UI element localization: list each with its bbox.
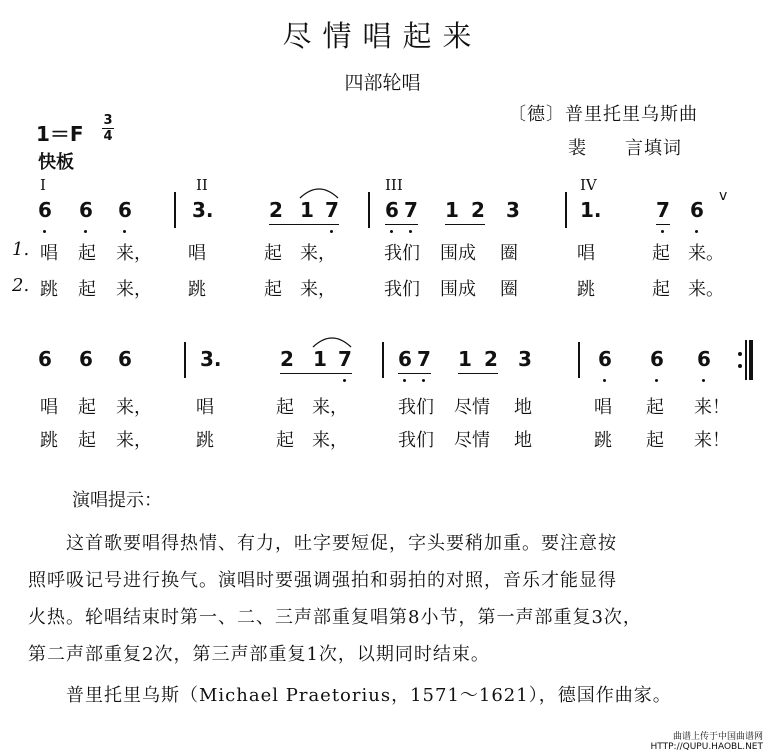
time-signature-top: 3	[103, 113, 113, 128]
low-octave-dot	[343, 379, 346, 382]
lyric: 起	[276, 397, 294, 418]
note: 6	[398, 347, 412, 371]
composer-note: 普里托里乌斯（Michael Praetorius，1571～1621），德国作曲家。	[28, 685, 672, 706]
note: 1.	[580, 198, 602, 222]
eighth-beam	[656, 224, 670, 225]
note: 3.	[192, 198, 214, 222]
lyric: 起	[264, 279, 282, 300]
note: 7	[338, 347, 352, 371]
lyric: 来，	[116, 279, 152, 300]
watermark-url: HTTP://QUPU.HAOBL.NET	[650, 742, 763, 752]
note: 3	[506, 198, 520, 222]
barline	[565, 192, 567, 228]
lyric: 唱	[594, 397, 612, 418]
lyric: 来，	[116, 243, 152, 264]
lyric: 跳	[188, 279, 206, 300]
eighth-beam	[445, 224, 485, 225]
note: 6	[79, 347, 93, 371]
barline	[184, 342, 186, 378]
eighth-beam	[385, 224, 418, 225]
note: 2	[269, 198, 283, 222]
verse-number: 2.	[12, 275, 30, 296]
lyric: 唱	[188, 243, 206, 264]
song-subtitle: 四部轮唱	[344, 72, 421, 94]
time-signature	[102, 114, 114, 143]
note: 7	[404, 198, 418, 222]
lyric: 起	[78, 430, 96, 451]
lyric: 来，	[312, 430, 348, 451]
note: 6	[690, 198, 704, 222]
repeat-dot	[738, 352, 742, 356]
lyric: 来！	[694, 397, 730, 418]
lyric: 跳	[40, 279, 58, 300]
lyric: 来。	[688, 279, 724, 300]
lyric: 尽情	[454, 397, 490, 418]
note: 6	[38, 347, 52, 371]
note: 1	[313, 347, 327, 371]
slur	[298, 184, 340, 200]
note: 6	[38, 198, 52, 222]
note: 6	[650, 347, 664, 371]
barline	[174, 192, 176, 228]
lyric: 来，	[312, 397, 348, 418]
lyric: 跳	[196, 430, 214, 451]
lyric: 起	[652, 243, 670, 264]
note: 3.	[200, 347, 222, 371]
lyric: 我们	[398, 430, 434, 451]
part-marker-2: II	[196, 176, 208, 194]
note: 1	[458, 347, 472, 371]
lyric: 跳	[577, 279, 595, 300]
note: 2	[280, 347, 294, 371]
repeat-barline-thin	[745, 340, 747, 380]
tips-paragraph-line: 照呼吸记号进行换气。演唱时要强调强拍和弱拍的对照，音乐才能显得	[28, 570, 617, 591]
lyric: 围成	[440, 279, 476, 300]
lyric: 起	[276, 430, 294, 451]
part-marker-4: IV	[580, 176, 597, 194]
lyric: 唱	[40, 243, 58, 264]
tempo-marking: 快板	[38, 152, 74, 173]
part-marker-3: III	[385, 176, 403, 194]
lyric: 唱	[40, 397, 58, 418]
lyric: 我们	[398, 397, 434, 418]
low-octave-dot	[390, 230, 393, 233]
lyric: 来。	[688, 243, 724, 264]
lyricist-credit: 裴 言填词	[568, 138, 682, 159]
eighth-beam	[398, 373, 431, 374]
lyric: 跳	[594, 430, 612, 451]
lyric: 我们	[384, 279, 420, 300]
lyric: 起	[264, 243, 282, 264]
note: 6	[697, 347, 711, 371]
lyric: 来，	[116, 430, 152, 451]
note: 6	[598, 347, 612, 371]
lyric: 圈	[500, 243, 518, 264]
key-signature: 1＝F	[36, 122, 84, 146]
note: 3	[518, 347, 532, 371]
low-octave-dot	[603, 379, 606, 382]
lyric: 起	[78, 243, 96, 264]
note: 2	[471, 198, 485, 222]
note: 7	[325, 198, 339, 222]
lyric: 来，	[300, 243, 336, 264]
low-octave-dot	[43, 230, 46, 233]
eighth-beam	[458, 373, 498, 374]
note: 6	[385, 198, 399, 222]
lyric: 地	[514, 430, 532, 451]
lyric: 起	[646, 397, 664, 418]
low-octave-dot	[123, 230, 126, 233]
barline	[368, 192, 370, 228]
lyric: 我们	[384, 243, 420, 264]
lyric: 尽情	[454, 430, 490, 451]
barline	[578, 342, 580, 378]
breath-mark: v	[719, 188, 728, 204]
slur	[311, 333, 353, 349]
eighth-beam	[269, 224, 339, 225]
lyric: 来，	[116, 397, 152, 418]
watermark-line: 曲谱上传于中国曲谱网	[672, 732, 763, 742]
low-octave-dot	[409, 230, 412, 233]
note: 1	[445, 198, 459, 222]
tips-paragraph-line: 火热。轮唱结束时第一、二、三声部重复唱第8小节，第一声部重复3次，	[28, 607, 642, 628]
tips-paragraph-line: 这首歌要唱得热情、有力，吐字要短促，字头要稍加重。要注意按	[28, 533, 617, 554]
song-title: 尽情唱起来	[282, 19, 483, 53]
tips-paragraph-line: 第二声部重复2次，第三声部重复1次，以期同时结束。	[28, 644, 490, 665]
tips-heading: 演唱提示：	[72, 490, 162, 511]
verse-number: 1.	[12, 239, 30, 260]
low-octave-dot	[695, 230, 698, 233]
lyric: 唱	[577, 243, 595, 264]
note: 7	[656, 198, 670, 222]
note: 2	[484, 347, 498, 371]
low-octave-dot	[422, 379, 425, 382]
eighth-beam	[280, 373, 352, 374]
low-octave-dot	[702, 379, 705, 382]
low-octave-dot	[655, 379, 658, 382]
barline	[382, 342, 384, 378]
lyric: 起	[652, 279, 670, 300]
time-signature-bottom: 4	[103, 129, 113, 144]
watermark	[651, 732, 764, 752]
lyric: 起	[78, 397, 96, 418]
composer-credit: 〔德〕普里托里乌斯曲	[508, 104, 698, 125]
lyric: 来！	[694, 430, 730, 451]
lyric: 来，	[300, 279, 336, 300]
lyric: 围成	[440, 243, 476, 264]
repeat-dot	[738, 364, 742, 368]
lyric: 唱	[196, 397, 214, 418]
note: 6	[79, 198, 93, 222]
low-octave-dot	[661, 230, 664, 233]
part-marker-1: I	[40, 176, 46, 194]
lyric: 起	[646, 430, 664, 451]
repeat-barline-thick	[749, 340, 753, 380]
note: 1	[300, 198, 314, 222]
low-octave-dot	[84, 230, 87, 233]
lyric: 起	[78, 279, 96, 300]
lyric: 跳	[40, 430, 58, 451]
low-octave-dot	[403, 379, 406, 382]
note: 6	[118, 198, 132, 222]
lyric: 圈	[500, 279, 518, 300]
lyric: 地	[514, 397, 532, 418]
note: 6	[118, 347, 132, 371]
note: 7	[417, 347, 431, 371]
low-octave-dot	[330, 230, 333, 233]
